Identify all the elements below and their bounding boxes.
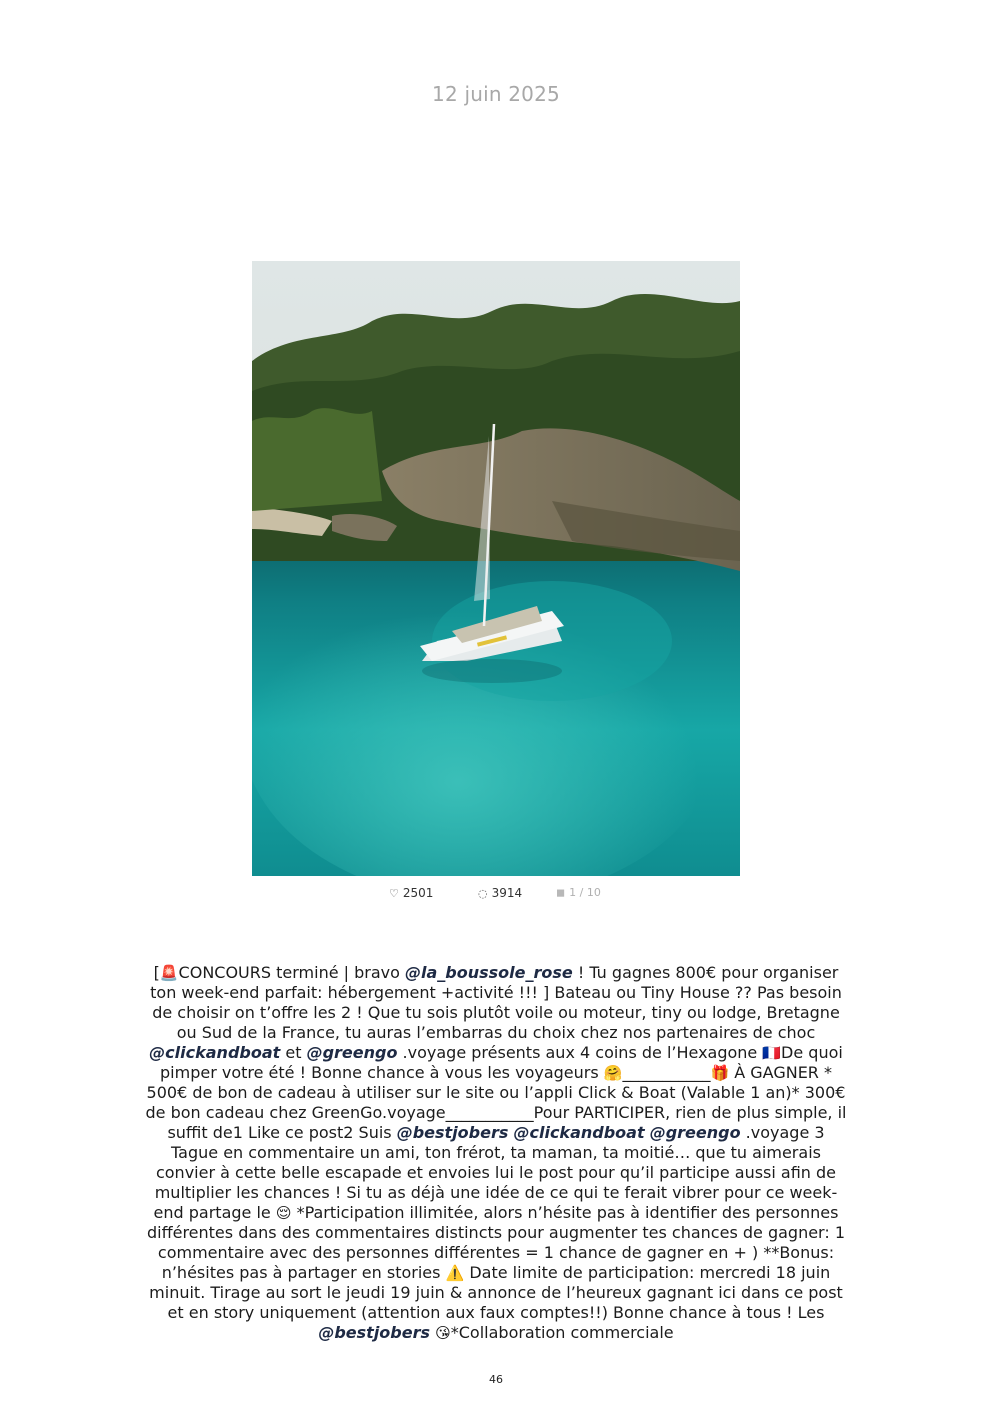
mention-link[interactable]: @bestjobers bbox=[396, 1123, 509, 1142]
gallery-icon: ◼ bbox=[556, 886, 566, 899]
mention-link[interactable]: @clickandboat bbox=[513, 1123, 645, 1142]
caption-text: et bbox=[280, 1043, 307, 1062]
heart-icon: ♡ bbox=[389, 886, 399, 900]
caption-text: ! Tu gagnes 800€ pour organiser ton week-end parfait: hébergement +activité !!! ] Bateau ou Tiny House ?? Pas besoin de choisir on t’offre les 2 ! Que tu sois plutôt voile ou moteur, tiny ou lodge, Bretagne ou Sud de la France, tu auras l’embarras du choix chez nos partenaires de choc bbox=[150, 963, 842, 1042]
likes-count: 2501 bbox=[402, 886, 434, 900]
comment-icon: ◌ bbox=[478, 886, 488, 900]
caption-text: .voyage présents aux 4 coins de l’Hexagone bbox=[397, 1043, 763, 1062]
likes-stat[interactable] bbox=[389, 886, 433, 900]
post-caption bbox=[143, 963, 849, 1343]
flag-emoji-icon: 🇫🇷 bbox=[762, 1044, 782, 1062]
gift-emoji-icon: 🎁 bbox=[710, 1064, 730, 1082]
mention-link[interactable]: @greengo bbox=[649, 1123, 741, 1142]
mention-link[interactable]: @bestjobers bbox=[318, 1323, 431, 1342]
warning-emoji-icon: ⚠️ bbox=[445, 1264, 465, 1282]
caption-text: .voyage 3 Tague en commentaire un ami, ton frérot, ta maman, ta moitié… que tu aimerais convier à cette belle escapade et envoies lui le post pour qu’il participe aussi afin de multiplier les chances ! Si tu as déjà une idée de ce qui te ferait vibrer pour ce week-end partage le bbox=[153, 1123, 838, 1222]
caption-text: ___________ bbox=[622, 1063, 711, 1082]
comments-count: 3914 bbox=[491, 886, 523, 900]
mention-link[interactable]: @la_boussole_rose bbox=[405, 963, 573, 982]
caption-text: Date limite de participation: mercredi 18 juin minuit. Tirage au sort le jeudi 19 juin & annonce de l’heureux gagnant ici dans ce post et en story uniquement (attention aux faux comptes!!) Bonne chance à tous ! Les bbox=[149, 1263, 843, 1322]
mention-link[interactable]: @clickandboat bbox=[149, 1043, 281, 1062]
hug-emoji-icon: 🤗 bbox=[603, 1064, 623, 1082]
caption-text: CONCOURS terminé | bravo bbox=[178, 963, 405, 982]
caption-text: *Participation illimitée, alors n’hésite pas à identifier des personnes différentes dans des commentaires distincts pour augmenter tes chances de gagner: 1 commentaire avec des personnes différentes = 1 chance de gagner en + ) **Bonus: n’hésites pas à partager en stories bbox=[146, 1203, 846, 1282]
relieved-emoji-icon: 😌 bbox=[275, 1204, 292, 1222]
post-date: 12 juin 2025 bbox=[432, 82, 560, 106]
kiss-emoji-icon: 😘 bbox=[435, 1324, 451, 1342]
post-stats bbox=[0, 886, 992, 904]
page-number: 46 bbox=[489, 1373, 503, 1386]
caption-text: *Collaboration commerciale bbox=[450, 1323, 674, 1342]
post-photo bbox=[252, 261, 740, 876]
mention-link[interactable]: @greengo bbox=[306, 1043, 398, 1062]
comments-stat[interactable] bbox=[478, 886, 522, 900]
caption-text: À GAGNER * 500€ de bon de cadeau à utiliser sur le site ou l’appli Click & Boat (Valable 1 an)* 300€ de bon cadeau chez GreenGo.voyage___________Pour PARTICIPER, rien de plus simple, il suffit de1 Like ce post2 Suis bbox=[145, 1063, 847, 1142]
gallery-stat bbox=[556, 886, 601, 899]
siren-emoji-icon: 🚨 bbox=[159, 964, 179, 982]
caption-text: [ bbox=[153, 963, 160, 982]
gallery-position: 1 / 10 bbox=[569, 886, 601, 899]
caption-text: De quoi pimper votre été ! Bonne chance à vous les voyageurs bbox=[160, 1043, 843, 1082]
